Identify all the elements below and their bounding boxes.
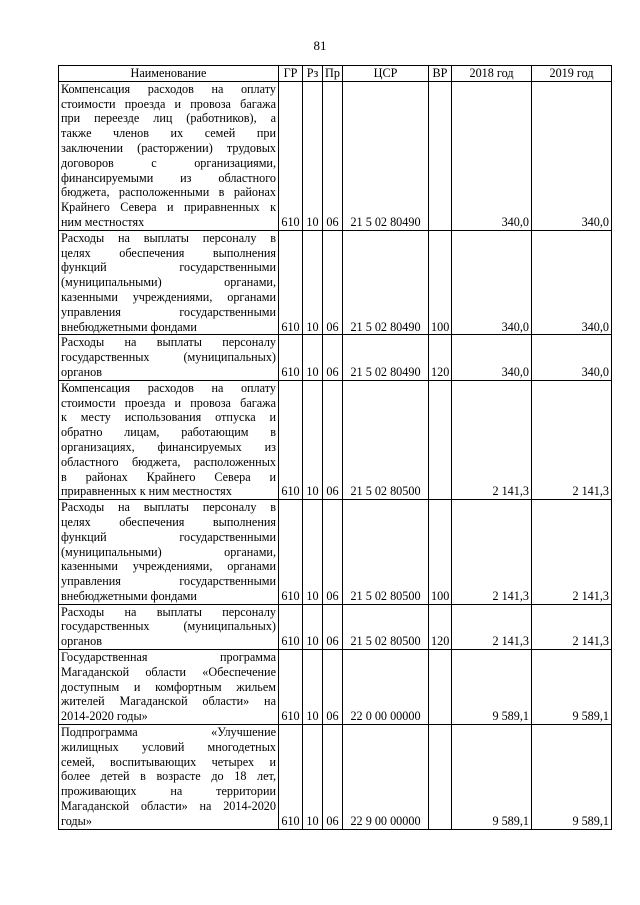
table-header-row — [59, 66, 612, 82]
amount-2018-cell: 2 141,3 — [452, 380, 532, 499]
rz-cell: 10 — [303, 604, 323, 649]
csr-cell: 21 5 02 80490 — [343, 81, 429, 230]
vr-cell: 100 — [429, 500, 452, 605]
row-name-line: Государственная программа — [61, 650, 276, 665]
amount-2019-cell: 2 141,3 — [532, 380, 612, 499]
table-row — [59, 230, 612, 335]
row-name-cell — [59, 500, 279, 605]
row-name-cell — [59, 335, 279, 380]
amount-2019-cell: 340,0 — [532, 81, 612, 230]
csr-cell: 21 5 02 80500 — [343, 500, 429, 605]
row-name-line: Расходы на выплаты персоналу в — [61, 500, 276, 515]
gr-cell: 610 — [279, 604, 303, 649]
rz-cell: 10 — [303, 335, 323, 380]
pr-cell: 06 — [323, 380, 343, 499]
row-name-cell — [59, 725, 279, 830]
pr-cell: 06 — [323, 604, 343, 649]
vr-cell — [429, 650, 452, 725]
row-name-line: Расходы на выплаты персоналу — [61, 604, 276, 619]
row-name-line: функций государственными — [61, 529, 276, 544]
amount-2019-cell: 2 141,3 — [532, 500, 612, 605]
budget-table — [58, 65, 612, 830]
row-name-cell — [59, 81, 279, 230]
pr-cell: 06 — [323, 725, 343, 830]
row-name-line: жителей Магаданской области» на — [61, 694, 276, 709]
vr-cell — [429, 380, 452, 499]
row-name-line: органов — [61, 364, 102, 379]
amount-2018-cell: 9 589,1 — [452, 725, 532, 830]
table-row — [59, 81, 612, 230]
row-name-line: ним местностях — [61, 214, 145, 229]
row-name-line: проживающих на территории — [61, 784, 276, 799]
row-name-line: Магаданской области «Обеспечение — [61, 664, 276, 679]
row-name-line: финансируемыми из областного — [61, 170, 276, 185]
gr-cell: 610 — [279, 650, 303, 725]
row-name-line: управления государственными — [61, 304, 276, 319]
pr-cell: 06 — [323, 650, 343, 725]
row-name-line: Магаданской области» на 2014-2020 — [61, 799, 276, 814]
row-name-line: к месту использования отпуска и — [61, 410, 276, 425]
column-header-2019: 2019 год — [532, 66, 612, 82]
row-name-cell — [59, 604, 279, 649]
gr-cell: 610 — [279, 230, 303, 335]
table-row — [59, 500, 612, 605]
vr-cell: 120 — [429, 335, 452, 380]
row-name-line: жилищных условий многодетных — [61, 739, 276, 754]
row-name-line: Компенсация расходов на оплату — [61, 81, 276, 96]
row-name-line: целях обеспечения выполнения — [61, 514, 276, 529]
table-row — [59, 604, 612, 649]
row-name-line: Крайнего Севера и приравненных к — [61, 200, 276, 215]
csr-cell: 21 5 02 80500 — [343, 380, 429, 499]
gr-cell: 610 — [279, 335, 303, 380]
row-name-line: органов — [61, 634, 102, 649]
amount-2018-cell: 2 141,3 — [452, 604, 532, 649]
column-header-rz: Рз — [303, 66, 323, 82]
rz-cell: 10 — [303, 81, 323, 230]
row-name-line: бюджета, расположенными в районах — [61, 185, 276, 200]
gr-cell: 610 — [279, 500, 303, 605]
row-name-line: целях обеспечения выполнения — [61, 245, 276, 260]
row-name-line: казенными учреждениями, органами — [61, 559, 276, 574]
row-name-line: организациях, финансируемых из — [61, 439, 276, 454]
csr-cell: 21 5 02 80490 — [343, 230, 429, 335]
rz-cell: 10 — [303, 380, 323, 499]
vr-cell — [429, 81, 452, 230]
pr-cell: 06 — [323, 500, 343, 605]
pr-cell: 06 — [323, 81, 343, 230]
row-name-line: семей, воспитывающих четырех и — [61, 754, 276, 769]
pr-cell: 06 — [323, 230, 343, 335]
row-name-line: областного бюджета, расположенных — [61, 454, 276, 469]
pr-cell: 06 — [323, 335, 343, 380]
row-name-line: договоров с организациями, — [61, 155, 276, 170]
rz-cell: 10 — [303, 650, 323, 725]
table-row — [59, 380, 612, 499]
amount-2018-cell: 340,0 — [452, 335, 532, 380]
table-row — [59, 725, 612, 830]
amount-2019-cell: 2 141,3 — [532, 604, 612, 649]
row-name-line: (муниципальными) органами, — [61, 275, 276, 290]
vr-cell: 100 — [429, 230, 452, 335]
column-header-pr: Пр — [323, 66, 343, 82]
rz-cell: 10 — [303, 230, 323, 335]
row-name-line: обратно лицам, работающим в — [61, 425, 276, 440]
rz-cell: 10 — [303, 500, 323, 605]
csr-cell: 21 5 02 80490 — [343, 335, 429, 380]
row-name-cell — [59, 380, 279, 499]
row-name-line: в районах Крайнего Севера и — [61, 469, 276, 484]
row-name-line: Расходы на выплаты персоналу в — [61, 230, 276, 245]
gr-cell: 610 — [279, 380, 303, 499]
row-name-line: (муниципальными) органами, — [61, 544, 276, 559]
row-name-line: внебюджетными фондами — [61, 319, 197, 334]
amount-2018-cell: 2 141,3 — [452, 500, 532, 605]
amount-2019-cell: 9 589,1 — [532, 725, 612, 830]
row-name-line: 2014-2020 годы» — [61, 709, 148, 724]
row-name-line: при переезде лиц (работников), а — [61, 111, 276, 126]
csr-cell: 22 9 00 00000 — [343, 725, 429, 830]
row-name-line: более детей в возрасте до 18 лет, — [61, 769, 276, 784]
row-name-line: стоимости проезда и провоза багажа — [61, 395, 276, 410]
row-name-line: государственных (муниципальных) — [61, 350, 276, 365]
row-name-line: управления государственными — [61, 574, 276, 589]
row-name-line: государственных (муниципальных) — [61, 619, 276, 634]
page-number: 81 — [313, 38, 327, 53]
row-name-line: функций государственными — [61, 260, 276, 275]
column-header-2018: 2018 год — [452, 66, 532, 82]
rz-cell: 10 — [303, 725, 323, 830]
amount-2019-cell: 9 589,1 — [532, 650, 612, 725]
row-name-line: казенными учреждениями, органами — [61, 289, 276, 304]
row-name-line: годы» — [61, 813, 92, 828]
row-name-line: Компенсация расходов на оплату — [61, 380, 276, 395]
column-header-gr: ГР — [279, 66, 303, 82]
table-row — [59, 650, 612, 725]
row-name-line: заключении (расторжении) трудовых — [61, 140, 276, 155]
row-name-line: внебюджетными фондами — [61, 588, 197, 603]
row-name-line: Подпрограмма «Улучшение — [61, 725, 276, 740]
csr-cell: 21 5 02 80500 — [343, 604, 429, 649]
amount-2019-cell: 340,0 — [532, 335, 612, 380]
vr-cell: 120 — [429, 604, 452, 649]
amount-2018-cell: 340,0 — [452, 230, 532, 335]
row-name-line: приравненных к ним местностях — [61, 484, 232, 499]
amount-2018-cell: 340,0 — [452, 81, 532, 230]
gr-cell: 610 — [279, 81, 303, 230]
amount-2018-cell: 9 589,1 — [452, 650, 532, 725]
gr-cell: 610 — [279, 725, 303, 830]
column-header-name: Наименование — [59, 66, 279, 82]
row-name-line: доступным и комфортным жильем — [61, 679, 276, 694]
column-header-vr: ВР — [429, 66, 452, 82]
row-name-line: также членов их семей при — [61, 126, 276, 141]
vr-cell — [429, 725, 452, 830]
row-name-cell — [59, 230, 279, 335]
csr-cell: 22 0 00 00000 — [343, 650, 429, 725]
row-name-line: стоимости проезда и провоза багажа — [61, 96, 276, 111]
amount-2019-cell: 340,0 — [532, 230, 612, 335]
table-row — [59, 335, 612, 380]
column-header-csr: ЦСР — [343, 66, 429, 82]
row-name-line: Расходы на выплаты персоналу — [61, 335, 276, 350]
row-name-cell — [59, 650, 279, 725]
